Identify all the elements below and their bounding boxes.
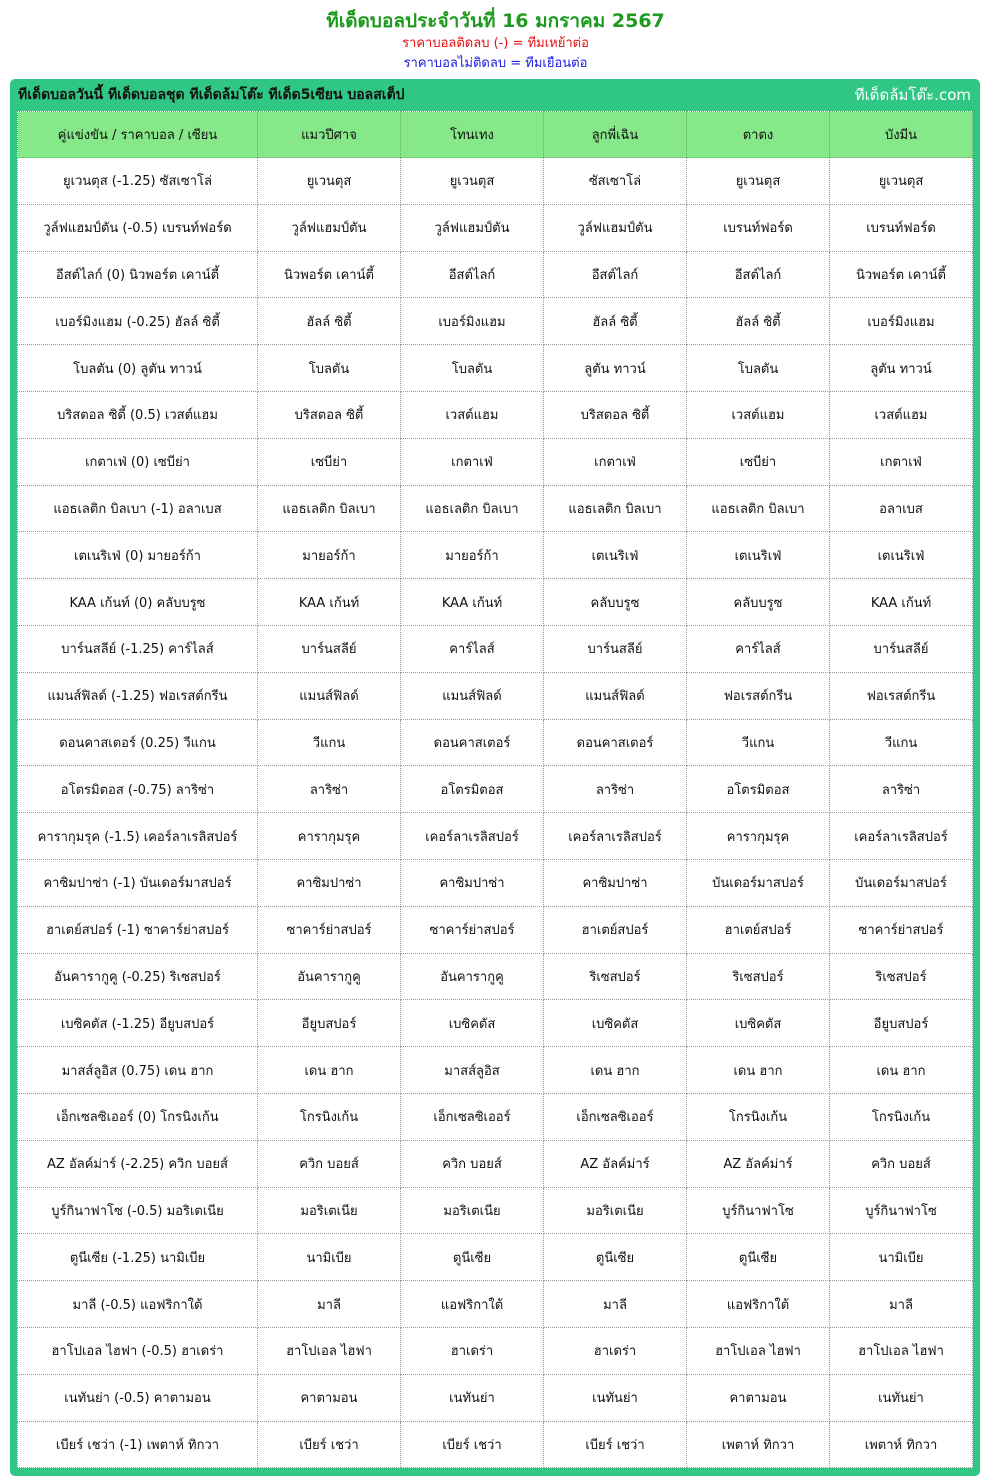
pick-cell: เพตาห์ ทิกวา — [830, 1421, 973, 1468]
pick-cell: เอ็กเซลซิเออร์ — [544, 1093, 687, 1140]
table-row — [18, 906, 973, 953]
header-match-odds-expert: คู่แข่งขัน / ราคาบอล / เซียน — [18, 112, 258, 158]
pick-cell: ซาคาร์ย่าสปอร์ — [830, 906, 973, 953]
table-row — [18, 1327, 973, 1374]
match-cell: โบลตัน (0) ลูตัน ทาวน์ — [18, 345, 258, 392]
pick-cell: เวสต์แฮม — [830, 391, 973, 438]
pick-cell: วูล์ฟแฮมป์ตัน — [544, 204, 687, 251]
pick-cell: ตูนีเซีย — [687, 1234, 830, 1281]
pick-cell: ฟอเรสต์กรีน — [687, 672, 830, 719]
pick-cell: อียูบสปอร์ — [258, 1000, 401, 1047]
pick-cell: อโตรมิตอส — [687, 766, 830, 813]
pick-cell: AZ อัลค์ม่าร์ — [544, 1140, 687, 1187]
pick-cell: ควิก บอยส์ — [401, 1140, 544, 1187]
pick-cell: ยูเวนตุส — [830, 158, 973, 205]
pick-cell: คาซิมปาซ่า — [544, 859, 687, 906]
pick-cell: เวสต์แฮม — [401, 391, 544, 438]
table-row — [18, 298, 973, 345]
table-row — [18, 813, 973, 860]
table-row — [18, 1281, 973, 1328]
pick-cell: ฮัลล์ ซิตี้ — [687, 298, 830, 345]
pick-cell: คาตามอน — [258, 1374, 401, 1421]
page-header — [0, 0, 991, 78]
pick-cell: โกรนิงเก้น — [687, 1093, 830, 1140]
pick-cell: เซบีย่า — [258, 438, 401, 485]
pick-cell: โกรนิงเก้น — [830, 1093, 973, 1140]
match-cell: ฮาโปเอล ไฮฟา (-0.5) ฮาเดร่า — [18, 1327, 258, 1374]
pick-cell: เวสต์แฮม — [687, 391, 830, 438]
pick-cell: วูล์ฟแฮมป์ตัน — [401, 204, 544, 251]
table-row — [18, 719, 973, 766]
pick-cell: ริเซสปอร์ — [544, 953, 687, 1000]
page-title: ทีเด็ดบอลประจำวันที่ 16 มกราคม 2567 — [326, 10, 665, 32]
pick-cell: โกรนิงเก้น — [258, 1093, 401, 1140]
pick-cell: เบอร์มิงแฮม — [401, 298, 544, 345]
pick-cell: อันคารากูคู — [258, 953, 401, 1000]
pick-cell: ตูนีเซีย — [544, 1234, 687, 1281]
match-cell: อโตรมิตอส (-0.75) ลาริซ่า — [18, 766, 258, 813]
pick-cell: ลาริซ่า — [830, 766, 973, 813]
pick-cell: คารากุมรุค — [258, 813, 401, 860]
pick-cell: มาลี — [258, 1281, 401, 1328]
pick-cell: แอฟริกาใต้ — [687, 1281, 830, 1328]
header-expert: ตาตง — [687, 112, 830, 158]
pick-cell: โบลตัน — [687, 345, 830, 392]
table-row — [18, 532, 973, 579]
table-row — [18, 579, 973, 626]
pick-cell: มาลี — [830, 1281, 973, 1328]
pick-cell: ฮาเดร่า — [544, 1327, 687, 1374]
pick-cell: มอริเตเนีย — [401, 1187, 544, 1234]
pick-cell: คลับบรูซ — [687, 579, 830, 626]
table-row — [18, 766, 973, 813]
pick-cell: บาร์นสลีย์ — [258, 625, 401, 672]
pick-cell: เบรนท์ฟอร์ด — [687, 204, 830, 251]
pick-cell: คาตามอน — [687, 1374, 830, 1421]
tips-table — [17, 111, 973, 1468]
pick-cell: มอริเตเนีย — [544, 1187, 687, 1234]
match-cell: มาลี (-0.5) แอฟริกาใต้ — [18, 1281, 258, 1328]
negative-odds-note: ราคาบอลติดลบ (-) = ทีมเหย้าต่อ — [402, 36, 589, 51]
pick-cell: เตเนริเฟ่ — [687, 532, 830, 579]
pick-cell: เบียร์ เชว่า — [401, 1421, 544, 1468]
pick-cell: เดน ฮาก — [687, 1047, 830, 1094]
site-name: ทีเด็ดล้มโต๊ะ.com — [854, 86, 971, 104]
pick-cell: บาร์นสลีย์ — [830, 625, 973, 672]
pick-cell: อีสต์ไลก์ — [544, 251, 687, 298]
pick-cell: ลูตัน ทาวน์ — [544, 345, 687, 392]
match-cell: AZ อัลค์ม่าร์ (-2.25) ควิก บอยส์ — [18, 1140, 258, 1187]
pick-cell: เคอร์ลาเรลิสปอร์ — [830, 813, 973, 860]
pick-cell: ซาคาร์ย่าสปอร์ — [401, 906, 544, 953]
pick-cell: อียูบสปอร์ — [830, 1000, 973, 1047]
pick-cell: เกตาเฟ่ — [544, 438, 687, 485]
pick-cell: เดน ฮาก — [258, 1047, 401, 1094]
pick-cell: เซบีย่า — [687, 438, 830, 485]
pick-cell: ยูเวนตุส — [401, 158, 544, 205]
pick-cell: วีแกน — [258, 719, 401, 766]
pick-cell: เนทันย่า — [544, 1374, 687, 1421]
pick-cell: คาร์ไลส์ — [687, 625, 830, 672]
match-cell: มาสส์ลูอิส (0.75) เดน ฮาก — [18, 1047, 258, 1094]
match-cell: เบอร์มิงแฮม (-0.25) ฮัลล์ ซิตี้ — [18, 298, 258, 345]
panel-header — [17, 79, 973, 111]
pick-cell: มาลี — [544, 1281, 687, 1328]
pick-cell: ยูเวนตุส — [687, 158, 830, 205]
match-cell: คาซิมปาซ่า (-1) บันเดอร์มาสปอร์ — [18, 859, 258, 906]
pick-cell: นิวพอร์ต เคาน์ตี้ — [830, 251, 973, 298]
pick-cell: อีสต์ไลก์ — [687, 251, 830, 298]
pick-cell: บูร์กินาฟาโซ — [830, 1187, 973, 1234]
table-row — [18, 251, 973, 298]
pick-cell: ฮัลล์ ซิตี้ — [544, 298, 687, 345]
pick-cell: แอธเลติก บิลเบา — [544, 485, 687, 532]
match-cell: เบียร์ เชว่า (-1) เพตาห์ ทิกวา — [18, 1421, 258, 1468]
match-cell: คารากุมรุค (-1.5) เคอร์ลาเรลิสปอร์ — [18, 813, 258, 860]
table-row — [18, 859, 973, 906]
match-cell: แมนส์ฟิลด์ (-1.25) ฟอเรสต์กรีน — [18, 672, 258, 719]
match-cell: วูล์ฟแฮมป์ตัน (-0.5) เบรนท์ฟอร์ด — [18, 204, 258, 251]
table-row — [18, 1234, 973, 1281]
table-row — [18, 1187, 973, 1234]
match-cell: อีสต์ไลก์ (0) นิวพอร์ต เคาน์ตี้ — [18, 251, 258, 298]
pick-cell: มาสส์ลูอิส — [401, 1047, 544, 1094]
pick-cell: ตูนีเซีย — [401, 1234, 544, 1281]
table-row — [18, 345, 973, 392]
pick-cell: ฮาเตย์สปอร์ — [544, 906, 687, 953]
pick-cell: วีแกน — [830, 719, 973, 766]
pick-cell: มอริเตเนีย — [258, 1187, 401, 1234]
pick-cell: ควิก บอยส์ — [830, 1140, 973, 1187]
match-cell: ฮาเตย์สปอร์ (-1) ซาคาร์ย่าสปอร์ — [18, 906, 258, 953]
pick-cell: เพตาห์ ทิกวา — [687, 1421, 830, 1468]
header-expert: ลูกพี่เฉิน — [544, 112, 687, 158]
header-expert: บังมีน — [830, 112, 973, 158]
pick-cell: เนทันย่า — [830, 1374, 973, 1421]
header-expert: แมวปีศาจ — [258, 112, 401, 158]
pick-cell: นามิเบีย — [258, 1234, 401, 1281]
pick-cell: มายอร์ก้า — [401, 532, 544, 579]
table-row — [18, 438, 973, 485]
pick-cell: บริสตอล ซิตี้ — [544, 391, 687, 438]
panel-title: ทีเด็ดบอลวันนี้ ทีเด็ดบอลชุด ทีเด็ดล้มโต๊ะ ทีเด็ด5เซียน บอลสเต็ป — [18, 87, 405, 103]
pick-cell: ลาริซ่า — [544, 766, 687, 813]
pick-cell: KAA เก้นท์ — [830, 579, 973, 626]
pick-cell: ลูตัน ทาวน์ — [830, 345, 973, 392]
pick-cell: คารากุมรุค — [687, 813, 830, 860]
pick-cell: ฟอเรสต์กรีน — [830, 672, 973, 719]
pick-cell: ดอนคาสเตอร์ — [544, 719, 687, 766]
match-cell: ดอนคาสเตอร์ (0.25) วีแกน — [18, 719, 258, 766]
pick-cell: แมนส์ฟิลด์ — [401, 672, 544, 719]
match-cell: เตเนริเฟ่ (0) มายอร์ก้า — [18, 532, 258, 579]
pick-cell: AZ อัลค์ม่าร์ — [687, 1140, 830, 1187]
pick-cell: โบลตัน — [401, 345, 544, 392]
pick-cell: อโตรมิตอส — [401, 766, 544, 813]
pick-cell: แอธเลติก บิลเบา — [687, 485, 830, 532]
pick-cell: บันเดอร์มาสปอร์ — [830, 859, 973, 906]
pick-cell: แมนส์ฟิลด์ — [544, 672, 687, 719]
match-cell: เบซิคตัส (-1.25) อียูบสปอร์ — [18, 1000, 258, 1047]
match-cell: แอธเลติก บิลเบา (-1) อลาเบส — [18, 485, 258, 532]
match-cell: เกตาเฟ่ (0) เซบีย่า — [18, 438, 258, 485]
match-cell: บูร์กินาฟาโซ (-0.5) มอริเตเนีย — [18, 1187, 258, 1234]
pick-cell: ฮาโปเอล ไฮฟา — [258, 1327, 401, 1374]
pick-cell: ริเซสปอร์ — [687, 953, 830, 1000]
pick-cell: เตเนริเฟ่ — [544, 532, 687, 579]
pick-cell: เกตาเฟ่ — [830, 438, 973, 485]
table-row — [18, 158, 973, 205]
table-row — [18, 204, 973, 251]
pick-cell: อันคารากูคู — [401, 953, 544, 1000]
pick-cell: ยูเวนตุส — [258, 158, 401, 205]
pick-cell: บูร์กินาฟาโซ — [687, 1187, 830, 1234]
table-row — [18, 625, 973, 672]
pick-cell: คาซิมปาซ่า — [258, 859, 401, 906]
pick-cell: ซัสเซาโล่ — [544, 158, 687, 205]
pick-cell: เดน ฮาก — [830, 1047, 973, 1094]
pick-cell: บริสตอล ซิตี้ — [258, 391, 401, 438]
pick-cell: เอ็กเซลซิเออร์ — [401, 1093, 544, 1140]
pick-cell: เนทันย่า — [401, 1374, 544, 1421]
pick-cell: ดอนคาสเตอร์ — [401, 719, 544, 766]
pick-cell: วีแกน — [687, 719, 830, 766]
pick-cell: เดน ฮาก — [544, 1047, 687, 1094]
match-cell: ตูนีเซีย (-1.25) นามิเบีย — [18, 1234, 258, 1281]
pick-cell: ฮาโปเอล ไฮฟา — [687, 1327, 830, 1374]
pick-cell: เบียร์ เชว่า — [544, 1421, 687, 1468]
pick-cell: เบรนท์ฟอร์ด — [830, 204, 973, 251]
pick-cell: โบลตัน — [258, 345, 401, 392]
table-row — [18, 1421, 973, 1468]
pick-cell: คาร์ไลส์ — [401, 625, 544, 672]
pick-cell: แมนส์ฟิลด์ — [258, 672, 401, 719]
pick-cell: ควิก บอยส์ — [258, 1140, 401, 1187]
pick-cell: คลับบรูซ — [544, 579, 687, 626]
positive-odds-note: ราคาบอลไม่ติดลบ = ทีมเยือนต่อ — [403, 56, 588, 71]
table-row — [18, 391, 973, 438]
pick-cell: ริเซสปอร์ — [830, 953, 973, 1000]
pick-cell: นิวพอร์ต เคาน์ตี้ — [258, 251, 401, 298]
pick-cell: เกตาเฟ่ — [401, 438, 544, 485]
match-cell: เอ็กเซลซิเออร์ (0) โกรนิงเก้น — [18, 1093, 258, 1140]
table-body — [18, 158, 973, 1468]
table-row — [18, 485, 973, 532]
table-row — [18, 672, 973, 719]
table-row — [18, 1000, 973, 1047]
pick-cell: ฮัลล์ ซิตี้ — [258, 298, 401, 345]
table-row — [18, 1047, 973, 1094]
pick-cell: เตเนริเฟ่ — [830, 532, 973, 579]
pick-cell: แอธเลติก บิลเบา — [401, 485, 544, 532]
pick-cell: ฮาเดร่า — [401, 1327, 544, 1374]
table-row — [18, 1093, 973, 1140]
pick-cell: ฮาโปเอล ไฮฟา — [830, 1327, 973, 1374]
header-expert: โทนเทง — [401, 112, 544, 158]
pick-cell: นามิเบีย — [830, 1234, 973, 1281]
pick-cell: บาร์นสลีย์ — [544, 625, 687, 672]
pick-cell: เบซิคตัส — [687, 1000, 830, 1047]
table-row — [18, 1140, 973, 1187]
pick-cell: ซาคาร์ย่าสปอร์ — [258, 906, 401, 953]
tips-panel — [10, 79, 980, 1476]
pick-cell: ฮาเตย์สปอร์ — [687, 906, 830, 953]
match-cell: เนทันย่า (-0.5) คาตามอน — [18, 1374, 258, 1421]
match-cell: บาร์นสลีย์ (-1.25) คาร์ไลส์ — [18, 625, 258, 672]
pick-cell: เบียร์ เชว่า — [258, 1421, 401, 1468]
pick-cell: แอธเลติก บิลเบา — [258, 485, 401, 532]
pick-cell: เบอร์มิงแฮม — [830, 298, 973, 345]
match-cell: KAA เก้นท์ (0) คลับบรูซ — [18, 579, 258, 626]
pick-cell: วูล์ฟแฮมป์ตัน — [258, 204, 401, 251]
match-cell: อันคารากูคู (-0.25) ริเซสปอร์ — [18, 953, 258, 1000]
pick-cell: เคอร์ลาเรลิสปอร์ — [544, 813, 687, 860]
pick-cell: อีสต์ไลก์ — [401, 251, 544, 298]
pick-cell: บันเดอร์มาสปอร์ — [687, 859, 830, 906]
pick-cell: มายอร์ก้า — [258, 532, 401, 579]
pick-cell: อลาเบส — [830, 485, 973, 532]
pick-cell: แอฟริกาใต้ — [401, 1281, 544, 1328]
match-cell: บริสตอล ซิตี้ (0.5) เวสต์แฮม — [18, 391, 258, 438]
pick-cell: เคอร์ลาเรลิสปอร์ — [401, 813, 544, 860]
table-row — [18, 1374, 973, 1421]
pick-cell: ลาริซ่า — [258, 766, 401, 813]
match-cell: ยูเวนตุส (-1.25) ซัสเซาโล่ — [18, 158, 258, 205]
pick-cell: เบซิคตัส — [401, 1000, 544, 1047]
table-header-row — [18, 112, 973, 158]
pick-cell: คาซิมปาซ่า — [401, 859, 544, 906]
table-row — [18, 953, 973, 1000]
pick-cell: เบซิคตัส — [544, 1000, 687, 1047]
pick-cell: KAA เก้นท์ — [258, 579, 401, 626]
pick-cell: KAA เก้นท์ — [401, 579, 544, 626]
